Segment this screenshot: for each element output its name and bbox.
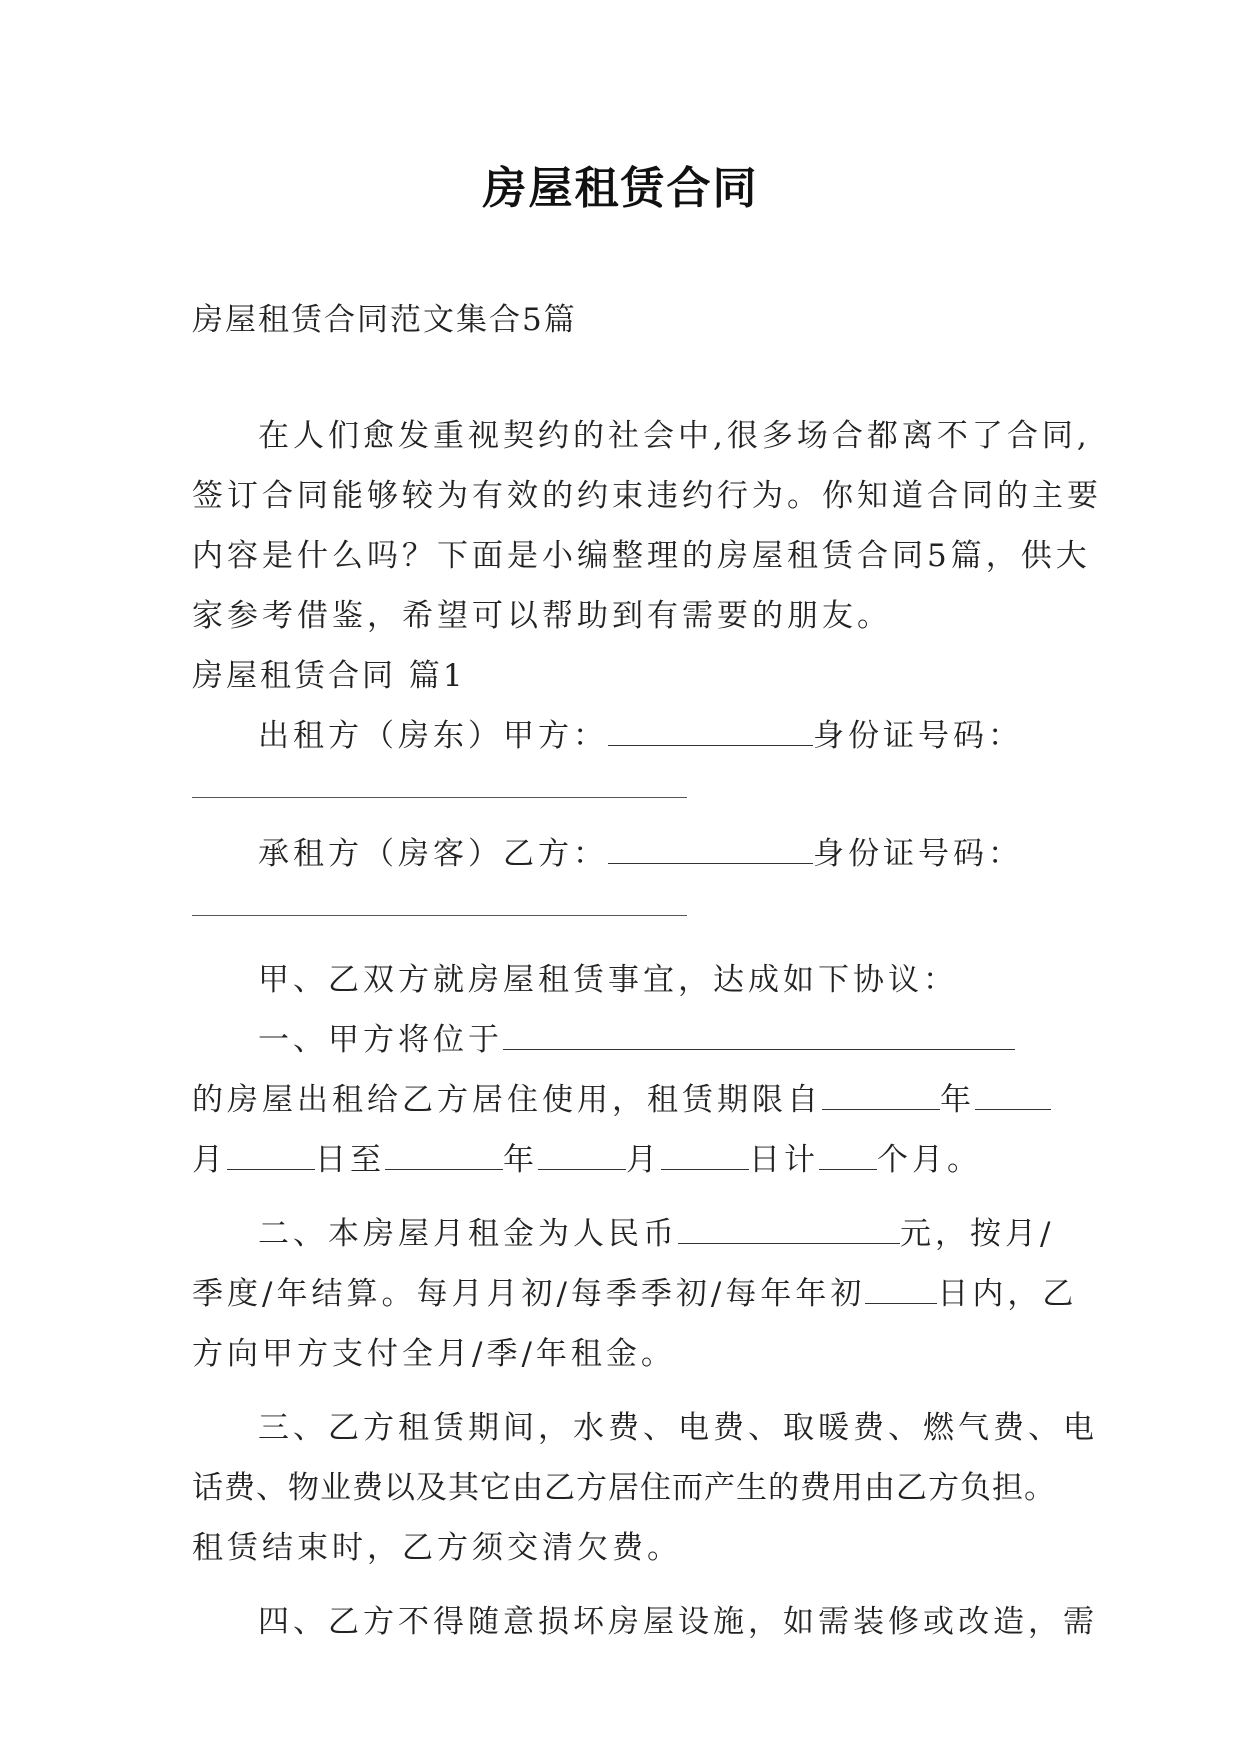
clause2-yuan: 元，按月/ <box>900 1216 1055 1252</box>
intro-line-2: 签订合同能够较为有效的约束违约行为。你知道合同的主要 <box>192 478 1102 514</box>
clause1-start: 一、甲方将位于 <box>258 1022 503 1058</box>
lessee-line <box>192 824 1057 884</box>
clause3-line-3: 租赁结束时，乙方须交清欠费。 <box>192 1530 682 1566</box>
clause1-day-total-label: 日计 <box>749 1142 819 1178</box>
lessee-id-label: 身份证号码： <box>813 836 1023 872</box>
clause3-line-1: 三、乙方租赁期间，水费、电费、取暖费、燃气费、电 <box>258 1410 1098 1446</box>
clause2-start: 二、本房屋月租金为人民币 <box>258 1216 678 1252</box>
clause2-line2-text: 季度/年结算。每月月初/每季季初/每年年初 <box>192 1276 866 1312</box>
property-address-blank <box>503 1023 1015 1050</box>
lessor-label: 出租方（房东）甲方： <box>258 718 608 754</box>
document-subtitle: 房屋租赁合同范文集合5篇 <box>192 302 577 338</box>
intro-line-1: 在人们愈发重视契约的社会中,很多场合都离不了合同, <box>258 418 1091 454</box>
clause1-line-2 <box>192 1070 1057 1130</box>
clause1-end-month-label: 月 <box>626 1142 661 1178</box>
lessee-id-blank <box>192 884 1057 936</box>
clause1-months-end: 个月。 <box>877 1142 982 1178</box>
rent-amount-blank <box>678 1217 900 1244</box>
clause4-line-1: 四、乙方不得随意损坏房屋设施，如需装修或改造，需 <box>258 1604 1098 1640</box>
lessor-id-blank <box>192 766 1057 818</box>
clause1-year-label: 年 <box>940 1082 975 1118</box>
start-day-blank <box>227 1143 315 1170</box>
clause1-end-year-label: 年 <box>503 1142 538 1178</box>
lessor-name-blank <box>608 719 813 746</box>
clause2-line-2 <box>192 1264 1078 1324</box>
clause1-day-to-label: 日至 <box>315 1142 385 1178</box>
clause2-line2-end: 日内，乙 <box>937 1276 1078 1312</box>
clause2-line-1 <box>192 1204 1057 1264</box>
payment-days-blank <box>865 1277 937 1304</box>
end-year-blank <box>385 1143 503 1170</box>
agreement-line: 甲、乙双方就房屋租赁事宜，达成如下协议： <box>258 962 958 998</box>
lessor-line <box>192 706 1057 766</box>
clause3-line-2: 话费、物业费以及其它由乙方居住而产生的费用由乙方负担。 <box>192 1470 1056 1506</box>
clause1-line-1 <box>192 1010 1057 1070</box>
end-month-blank <box>538 1143 626 1170</box>
clause1-line2-text: 的房屋出租给乙方居住使用，租赁期限自 <box>192 1082 822 1118</box>
clause2-line-3: 方向甲方支付全月/季/年租金。 <box>192 1336 676 1372</box>
start-year-blank <box>822 1083 940 1110</box>
start-month-blank <box>975 1083 1051 1110</box>
clause1-line-3 <box>192 1130 1057 1190</box>
total-months-blank <box>819 1143 877 1170</box>
intro-line-3: 内容是什么吗？下面是小编整理的房屋租赁合同5篇，供大 <box>192 538 1091 574</box>
end-day-blank <box>661 1143 749 1170</box>
document-body <box>192 290 1102 1652</box>
lessee-label: 承租方（房客）乙方： <box>258 836 608 872</box>
intro-line-4: 家参考借鉴，希望可以帮助到有需要的朋友。 <box>192 598 892 634</box>
section-heading: 房屋租赁合同 篇1 <box>192 658 466 694</box>
clause1-month-label: 月 <box>192 1142 227 1178</box>
document-title: 房屋租赁合同 <box>482 163 759 214</box>
lessor-id-label: 身份证号码： <box>813 718 1023 754</box>
lessee-name-blank <box>608 837 813 864</box>
